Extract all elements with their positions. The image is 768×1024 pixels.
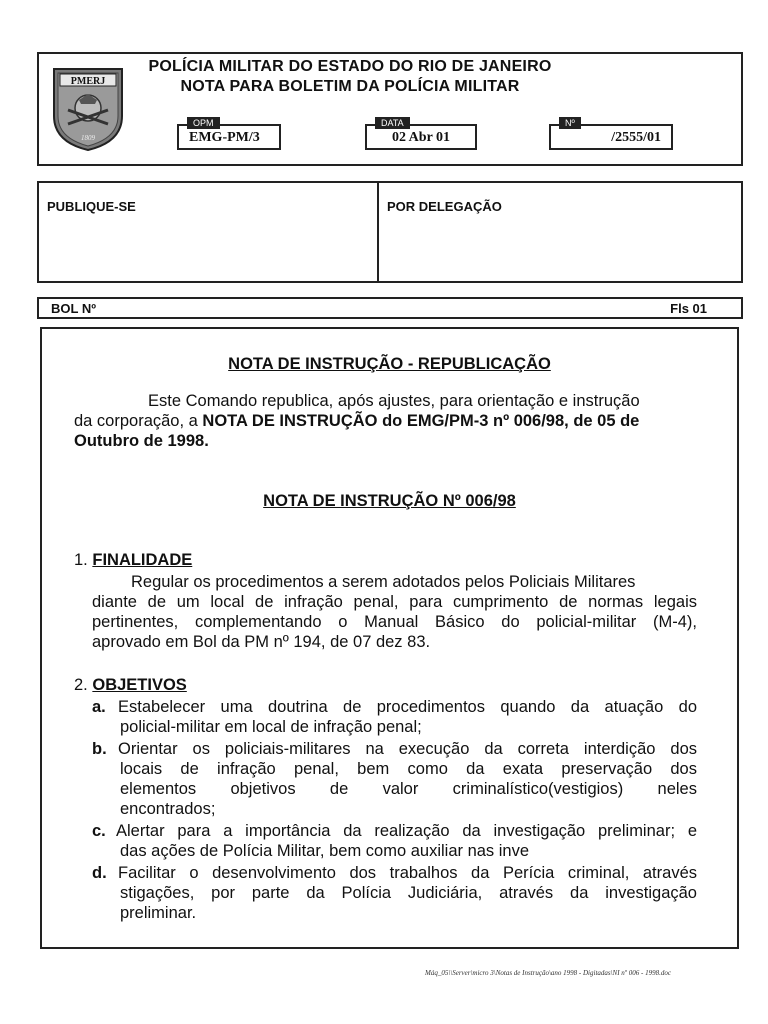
logo-text: PMERJ bbox=[70, 76, 106, 87]
header-box bbox=[37, 52, 743, 166]
s1-line: Regular os procedimentos a serem adotados pelos Policiais Militares bbox=[131, 573, 636, 591]
bol-bar bbox=[37, 297, 743, 319]
number-label: Nº bbox=[559, 117, 581, 129]
item-letter: b. bbox=[92, 740, 107, 758]
section-2-heading bbox=[74, 675, 187, 695]
item-line: Orientar os policiais-militares na execução da correta interdição dos bbox=[118, 740, 697, 758]
intro-line-2 bbox=[74, 411, 698, 431]
item-line: policial-militar em local de infração penal; bbox=[120, 718, 422, 736]
s1-line: aprovado em Bol da PM nº 194, de 07 dez 83. bbox=[92, 633, 431, 651]
por-delegacao-label: POR DELEGAÇÃO bbox=[387, 199, 502, 214]
section-1-number: 1. bbox=[74, 551, 88, 569]
item-line: Estabelecer uma doutrina de procedimentos quando da atuação do bbox=[118, 698, 697, 716]
item-line: preliminar. bbox=[120, 904, 197, 922]
publique-divider bbox=[377, 183, 379, 281]
intro-line-1: Este Comando republica, após ajustes, para orientação e instrução bbox=[148, 392, 640, 410]
item-letter: a. bbox=[92, 698, 106, 716]
intro-line-3: Outubro de 1998. bbox=[74, 432, 209, 450]
section-2-title: OBJETIVOS bbox=[92, 676, 187, 694]
item-letter: c. bbox=[92, 822, 106, 840]
logo-year: 1809 bbox=[81, 134, 95, 142]
publique-box bbox=[37, 181, 743, 283]
item-line: stigações, por parte da Polícia Judiciária, através da investigação bbox=[120, 884, 697, 902]
bol-number-label: BOL Nº bbox=[51, 301, 96, 316]
date-value: 02 Abr 01 bbox=[391, 130, 451, 145]
item-line: Facilitar o desenvolvimento dos trabalhos da Perícia criminal, através bbox=[118, 864, 697, 882]
opm-field bbox=[177, 118, 281, 150]
intro-line-2-a: da corporação, a bbox=[74, 412, 203, 430]
section-1-title: FINALIDADE bbox=[92, 551, 193, 569]
header-title-line2: NOTA PARA BOLETIM DA POLÍCIA MILITAR bbox=[180, 78, 520, 95]
document-title: NOTA DE INSTRUÇÃO - REPUBLICAÇÃO bbox=[228, 355, 551, 373]
item-line: locais de infração penal, bem como da exata preservação dos bbox=[120, 760, 697, 778]
s1-line: diante de um local de infração penal, para cumprimento de normas legais bbox=[92, 593, 697, 611]
item-line: Alertar para a importância da realização da investigação preliminar; e bbox=[116, 822, 697, 840]
file-path-footer: Máq_05\\Server\micro 3\Notas de Instrução\ano 1998 - Digitadas\NI nº 006 - 1998.doc bbox=[425, 969, 671, 977]
folhas-label: Fls 01 bbox=[670, 301, 707, 316]
item-line: elementos objetivos de valor criminalístico(vestigios) neles bbox=[120, 780, 697, 798]
s1-line: pertinentes, complementando o Manual Básico do policial-militar (M-4), bbox=[92, 613, 697, 631]
item-letter: d. bbox=[92, 864, 107, 882]
subtitle: NOTA DE INSTRUÇÃO Nº 006/98 bbox=[263, 492, 516, 510]
item-line: das ações de Polícia Militar, bem como auxiliar nas inve bbox=[120, 842, 530, 860]
number-value: /2555/01 bbox=[611, 130, 661, 145]
date-field bbox=[365, 118, 477, 150]
section-1-heading bbox=[74, 550, 192, 570]
opm-label: OPM bbox=[187, 117, 220, 129]
intro-line-2-b: NOTA DE INSTRUÇÃO do EMG/PM-3 nº 006/98, de 05 de bbox=[202, 412, 640, 430]
date-label: DATA bbox=[375, 117, 410, 129]
document-body bbox=[40, 327, 739, 949]
opm-value: EMG-PM/3 bbox=[189, 130, 260, 145]
number-field bbox=[549, 118, 673, 150]
item-line: encontrados; bbox=[120, 800, 216, 818]
section-2-number: 2. bbox=[74, 676, 88, 694]
header-title-line1: POLÍCIA MILITAR DO ESTADO DO RIO DE JANEIRO bbox=[148, 58, 552, 75]
publique-se-label: PUBLIQUE-SE bbox=[47, 199, 136, 214]
